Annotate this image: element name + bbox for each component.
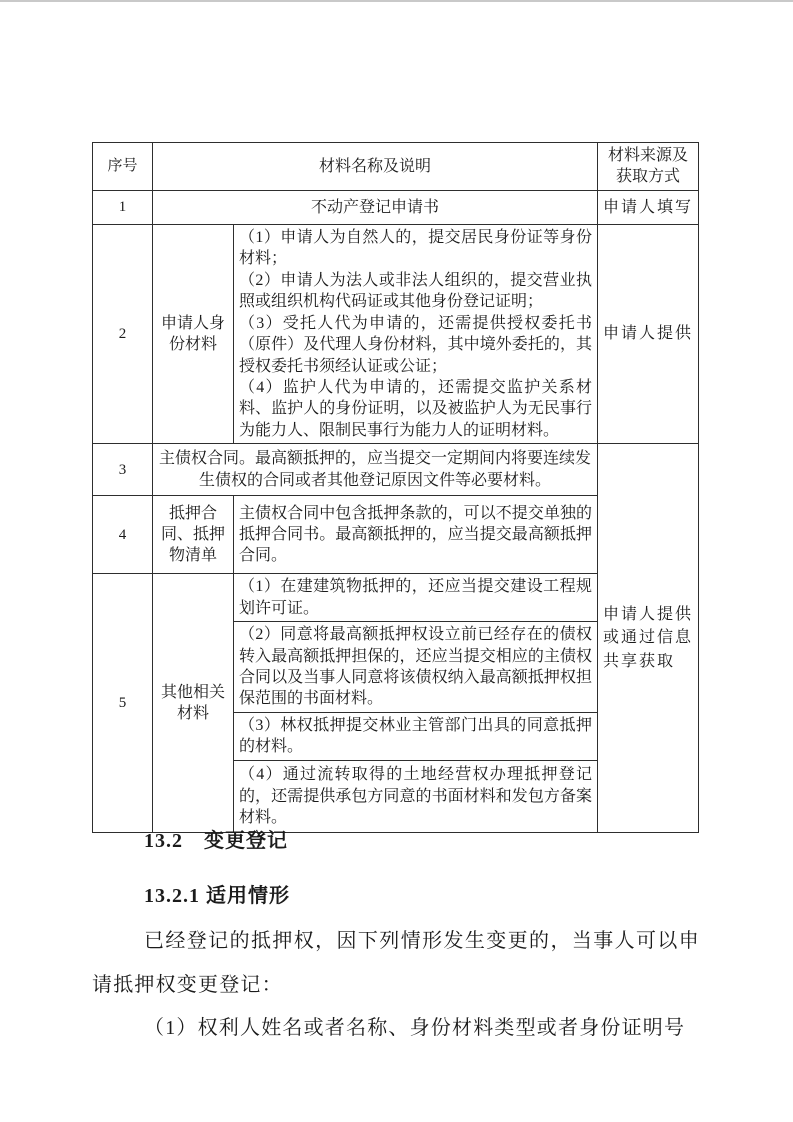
row5-item-3: （3）林权抵押提交林业主管部门出具的同意抵押的材料。 — [234, 712, 598, 760]
row4-description: 主债权合同中包含抵押条款的，可以不提交单独的抵押合同书。最高额抵押的，应当提交最高额抵押合同。 — [234, 496, 598, 574]
paragraph-item-1: （1）权利人姓名或者名称、身份材料类型或者身份证明号 — [144, 1017, 686, 1040]
table-row-1 — [93, 190, 699, 224]
row5-item-1: （1）在建建筑物抵押的，还应当提交建设工程规划许可证。 — [234, 574, 598, 622]
rows3-5-source: 申请人提供或通过信息共享获取 — [598, 444, 699, 833]
table-row-3 — [93, 444, 699, 496]
row5-item-2: （2）同意将最高额抵押权设立前已经存在的债权转入最高额抵押担保的，还应当提交相应的主债权合同以及当事人同意将该债权纳入最高额抵押权担保范围的书面材料。 — [234, 622, 598, 713]
row2-description — [234, 224, 598, 443]
row1-material-name: 不动产登记申请书 — [153, 190, 598, 224]
row2-item-3: （3）受托人代为申请的，还需提供授权委托书（原件）及代理人身份材料，其中境外委托的，其授权委托书须经认证或公证； — [239, 314, 593, 375]
row3-index: 3 — [93, 444, 153, 496]
row2-index: 2 — [93, 224, 153, 443]
row5-item-4: （4）通过流转取得的土地经营权办理抵押登记的，还需提供承包方同意的书面材料和发包方备案材料。 — [234, 760, 598, 832]
row4-category: 抵押合同、抵押物清单 — [153, 496, 234, 574]
header-material-name: 材料名称及说明 — [153, 143, 598, 191]
table-row-2 — [93, 224, 699, 443]
row2-item-1: （1）申请人为自然人的，提交居民身份证等身份材料； — [239, 228, 593, 268]
row4-index: 4 — [93, 496, 153, 574]
row2-item-2: （2）申请人为法人或非法人组织的，提交营业执照或组织机构代码证或其他身份登记证明； — [239, 271, 593, 311]
row1-source: 申请人填写 — [598, 190, 699, 224]
header-source: 材料来源及获取方式 — [598, 143, 699, 191]
row5-index: 5 — [93, 574, 153, 833]
row2-category: 申请人身份材料 — [153, 224, 234, 443]
row5-category: 其他相关材料 — [153, 574, 234, 833]
heading-applicable-situations: 13.2.1 适用情形 — [144, 885, 290, 907]
scan-top-edge-line — [0, 0, 793, 2]
row2-source: 申请人提供 — [598, 224, 699, 443]
row1-index: 1 — [93, 190, 153, 224]
row2-item-4: （4）监护人代为申请的，还需提交监护关系材料、监护人的身份证明，以及被监护人为无民事行为能力人、限制民事行为能力人的证明材料。 — [239, 378, 593, 439]
materials-table — [92, 142, 699, 833]
header-index: 序号 — [93, 143, 153, 191]
paragraph-intro: 已经登记的抵押权，因下列情形发生变更的，当事人可以申请抵押权变更登记： — [92, 930, 700, 996]
section-13-2 — [92, 812, 700, 1051]
row3-description: 主债权合同。最高额抵押的，应当提交一定期间内将要连续发生债权的合同或者其他登记原因文件等必要材料。 — [153, 444, 598, 496]
table-header-row — [93, 143, 699, 191]
heading-change-registration: 13.2 变更登记 — [144, 830, 288, 852]
